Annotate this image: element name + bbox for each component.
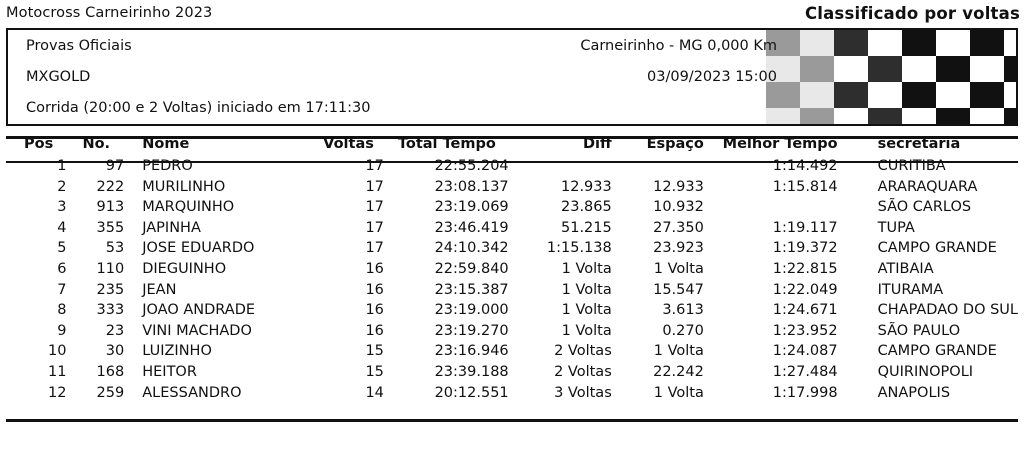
cell-espaco: 3.613	[662, 302, 704, 319]
table-row[interactable]	[6, 383, 1018, 404]
cell-secretaria: ITURAMA	[877, 281, 944, 298]
cell-espaco: 12.933	[653, 178, 704, 195]
cell-no: 23	[105, 322, 125, 339]
cell-nome: ALESSANDRO	[142, 384, 242, 401]
table-row[interactable]	[6, 238, 1018, 259]
info-provas-oficiais: Provas Oficiais	[26, 37, 132, 54]
cell-melhor: 1:15.814	[772, 178, 838, 195]
cell-espaco: 1 Volta	[653, 260, 704, 277]
info-location	[580, 30, 1016, 61]
cell-nome: VINI MACHADO	[142, 322, 252, 339]
cell-voltas: 16	[365, 322, 384, 339]
cell-diff	[521, 156, 622, 177]
cell-espaco: 23.923	[653, 240, 704, 257]
cell-secretaria: ANAPOLIS	[877, 384, 951, 401]
info-category: MXGOLD	[26, 68, 91, 85]
cell-total: 23:19.069	[434, 199, 509, 216]
results-table-wrapper	[6, 136, 1018, 403]
cell-nome: DIEGUINHO	[142, 260, 227, 277]
cell-nome: JEAN	[142, 281, 177, 298]
cell-total: 24:10.342	[434, 240, 509, 257]
column-header-voltas: Voltas	[323, 136, 374, 152]
table-row[interactable]	[6, 321, 1018, 342]
cell-diff: 51.215	[561, 219, 612, 236]
cell-total: 23:39.188	[434, 363, 509, 380]
cell-nome: MURILINHO	[142, 178, 226, 195]
cell-no: 235	[96, 281, 125, 298]
cell-pos: 2	[57, 178, 67, 195]
cell-voltas: 17	[365, 158, 384, 174]
cell-voltas: 16	[365, 281, 384, 298]
cell-total: 23:46.419	[434, 219, 509, 236]
cell-melhor: 1:23.952	[772, 322, 838, 339]
table-row[interactable]	[6, 197, 1018, 218]
cell-diff: 12.933	[561, 178, 612, 195]
cell-diff: 1 Volta	[561, 322, 612, 339]
cell-voltas: 17	[365, 178, 384, 195]
cell-total: 23:08.137	[434, 178, 509, 195]
cell-no: 53	[105, 240, 125, 257]
cell-total: 23:19.270	[434, 322, 509, 339]
cell-melhor: 1:22.815	[772, 260, 838, 277]
column-header-secretaria: secretaria	[877, 136, 961, 152]
cell-pos: 6	[57, 260, 67, 277]
cell-espaco: 0.270	[662, 322, 704, 339]
results-table-body	[6, 156, 1018, 403]
results-table-head	[6, 136, 1018, 156]
table-header-row	[6, 136, 1018, 156]
column-header-nome: Nome	[142, 136, 190, 152]
cell-pos: 12	[48, 384, 67, 401]
cell-no: 355	[96, 219, 125, 236]
classification-title: Classificado por voltas	[804, 3, 1020, 23]
cell-diff: 2 Voltas	[554, 343, 612, 360]
cell-total: 23:16.946	[434, 343, 509, 360]
cell-espaco: 15.547	[653, 281, 704, 298]
column-header-no: No.	[82, 136, 111, 152]
cell-espaco	[622, 156, 714, 177]
column-header-espaco: Espaço	[646, 136, 704, 152]
cell-melhor: 1:27.484	[772, 363, 838, 380]
info-location-text: Carneirinho - MG 0,000 Km	[580, 37, 777, 54]
cell-secretaria: CAMPO GRANDE	[877, 240, 997, 257]
cell-nome: PEDRO	[142, 158, 193, 174]
cell-voltas: 15	[365, 343, 384, 360]
cell-pos: 1	[57, 158, 67, 174]
cell-voltas: 17	[365, 199, 384, 216]
cell-voltas: 16	[365, 260, 384, 277]
cell-secretaria: SÃO CARLOS	[877, 199, 972, 216]
cell-no: 259	[96, 384, 125, 401]
cell-no: 913	[96, 199, 125, 216]
table-row[interactable]	[6, 259, 1018, 280]
cell-secretaria: ARARAQUARA	[877, 178, 978, 195]
cell-secretaria: CAMPO GRANDE	[877, 343, 997, 360]
cell-secretaria: QUIRINOPOLI	[877, 363, 974, 380]
cell-melhor: 1:24.671	[772, 302, 838, 319]
cell-nome: JAPINHA	[142, 219, 201, 236]
page-header	[0, 0, 1024, 26]
race-info-block	[6, 28, 1018, 126]
cell-pos: 3	[57, 199, 67, 216]
cell-espaco: 22.242	[653, 363, 704, 380]
cell-diff: 23.865	[561, 199, 612, 216]
cell-diff: 1:15.138	[546, 240, 612, 257]
cell-total: 20:12.551	[434, 384, 509, 401]
table-bottom-rule	[6, 419, 1018, 422]
cell-diff: 2 Voltas	[554, 363, 612, 380]
column-header-diff: Diff	[582, 136, 612, 152]
cell-espaco: 1 Volta	[653, 384, 704, 401]
cell-voltas: 15	[365, 363, 384, 380]
cell-espaco: 1 Volta	[653, 343, 704, 360]
event-title: Motocross Carneirinho 2023	[6, 5, 213, 21]
info-row-3	[8, 92, 1016, 123]
table-row[interactable]	[6, 177, 1018, 198]
table-row[interactable]	[6, 341, 1018, 362]
column-header-melhor: Melhor Tempo	[722, 136, 838, 152]
table-row[interactable]	[6, 218, 1018, 239]
cell-secretaria: CURITIBA	[877, 158, 946, 174]
cell-voltas: 14	[365, 384, 384, 401]
cell-pos: 9	[57, 322, 67, 339]
cell-diff: 3 Voltas	[554, 384, 612, 401]
info-datetime-text: 03/09/2023 15:00	[647, 68, 777, 85]
cell-secretaria: ATIBAIA	[877, 260, 934, 277]
cell-melhor: 1:14.492	[772, 158, 838, 174]
cell-pos: 5	[57, 240, 67, 257]
cell-secretaria: SÃO PAULO	[877, 322, 961, 339]
info-row-2	[8, 61, 1016, 92]
results-table	[6, 136, 1018, 403]
info-datetime	[647, 61, 1016, 92]
cell-no: 97	[105, 158, 125, 174]
cell-espaco: 27.350	[653, 219, 704, 236]
cell-no: 110	[96, 260, 125, 277]
cell-pos: 8	[57, 302, 67, 319]
cell-voltas: 17	[365, 240, 384, 257]
cell-pos: 10	[48, 343, 67, 360]
cell-total: 23:15.387	[434, 281, 509, 298]
cell-nome: JOSE EDUARDO	[142, 240, 255, 257]
cell-total: 22:59.840	[434, 260, 509, 277]
cell-no: 168	[96, 363, 125, 380]
cell-voltas: 16	[365, 302, 384, 319]
cell-secretaria: CHAPADAO DO SUL	[877, 302, 1018, 319]
info-race-start: Corrida (20:00 e 2 Voltas) iniciado em 17:11:30	[26, 99, 371, 116]
cell-total: 22:55.204	[434, 158, 509, 174]
cell-nome: HEITOR	[142, 363, 197, 380]
cell-nome: LUIZINHO	[142, 343, 212, 360]
column-header-pos: Pos	[24, 136, 54, 152]
table-row[interactable]	[6, 300, 1018, 321]
cell-espaco: 10.932	[653, 199, 704, 216]
cell-melhor: 1:17.998	[772, 384, 838, 401]
cell-nome: MARQUINHO	[142, 199, 235, 216]
cell-diff: 1 Volta	[561, 302, 612, 319]
cell-secretaria: TUPA	[877, 219, 915, 236]
cell-pos: 4	[57, 219, 67, 236]
table-row[interactable]	[6, 156, 1018, 177]
cell-no: 222	[96, 178, 125, 195]
cell-no: 333	[96, 302, 125, 319]
cell-diff: 1 Volta	[561, 281, 612, 298]
cell-pos: 7	[57, 281, 67, 298]
table-row[interactable]	[6, 362, 1018, 383]
cell-diff: 1 Volta	[561, 260, 612, 277]
cell-voltas: 17	[365, 219, 384, 236]
cell-no: 30	[105, 343, 125, 360]
cell-nome: JOAO ANDRADE	[142, 302, 256, 319]
cell-total: 23:19.000	[434, 302, 509, 319]
table-row[interactable]	[6, 280, 1018, 301]
cell-melhor: 1:22.049	[772, 281, 838, 298]
cell-pos: 11	[48, 363, 67, 380]
cell-melhor	[714, 197, 856, 218]
cell-melhor: 1:24.087	[772, 343, 838, 360]
cell-melhor: 1:19.372	[772, 240, 838, 257]
cell-melhor: 1:19.117	[772, 219, 838, 236]
column-header-total: Total Tempo	[397, 136, 496, 152]
info-row-1	[8, 30, 1016, 61]
